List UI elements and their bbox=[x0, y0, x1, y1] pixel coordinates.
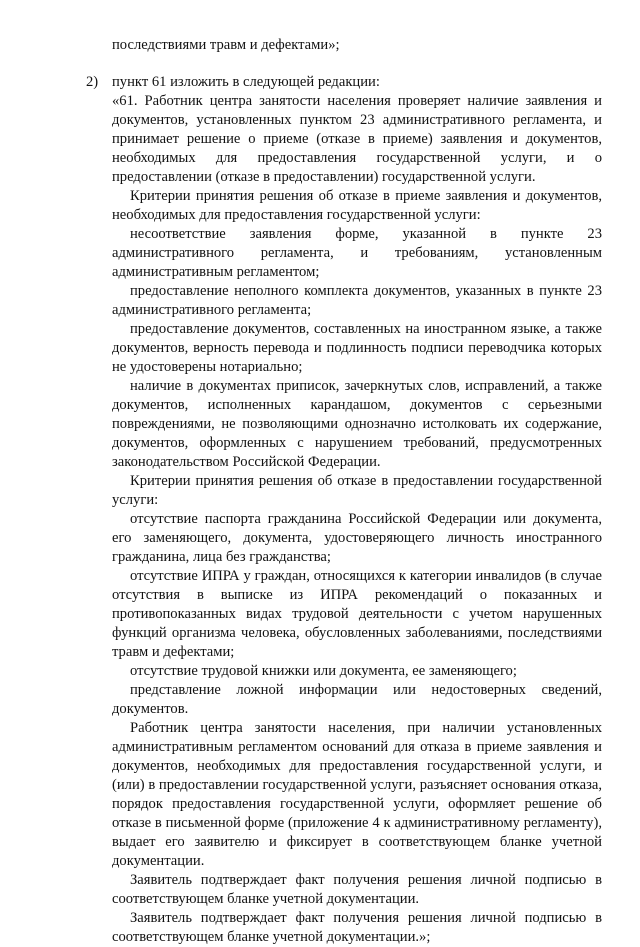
paragraph-8: отсутствие паспорта гражданина Российской Федерации или документа, его заменяющего, документа, удостоверяющего личность иностранного гражданина, лица без гражданства; bbox=[112, 511, 602, 565]
item-body bbox=[112, 73, 602, 947]
paragraph-11: представление ложной информации или недостоверных сведений, документов. bbox=[112, 682, 602, 717]
paragraph-1: «61. Работник центра занятости населения проверяет наличие заявления и документов, установленных пунктом 23 административного регламента, и принимает решение о приеме (отказе в приеме) заявления и документов, необходимых для предоставления государственной услуги, и о предоставлении (отказе в предоставлении) государственной услуги. bbox=[112, 93, 602, 185]
paragraph-14: Заявитель подтверждает факт получения решения личной подписью в соответствующем бланке учетной документации.»; bbox=[112, 910, 602, 945]
item-number: 2) bbox=[86, 74, 99, 90]
paragraph-7: Критерии принятия решения об отказе в предоставлении государственной услуги: bbox=[112, 473, 602, 508]
item-heading: пункт 61 изложить в следующей редакции: bbox=[112, 74, 380, 90]
paragraph-13: Заявитель подтверждает факт получения решения личной подписью в соответствующем бланке учетной документации. bbox=[112, 872, 602, 907]
paragraph-3: несоответствие заявления форме, указанной в пункте 23 административного регламента, и требованиям, установленным административным регламентом; bbox=[112, 226, 602, 280]
paragraph-4: предоставление неполного комплекта документов, указанных в пункте 23 административного регламента; bbox=[112, 283, 602, 318]
paragraph-12: Работник центра занятости населения, при наличии установленных административным регламентом оснований для отказа в приеме заявления и документов, необходимых для предоставления государственной услуги, и (или) в предоставлении государственной услуги, разъясняет основания отказа, порядок предоставления государственной услуги, оформляет решение об отказе в письменной форме (приложение 4 к административному регламенту), выдает его заявителю и фиксирует в соответствующем бланке учетной документации. bbox=[112, 720, 602, 869]
paragraph-10: отсутствие трудовой книжки или документа, ее заменяющего; bbox=[130, 663, 517, 679]
paragraph-5: предоставление документов, составленных на иностранном языке, а также документов, верность перевода и подлинность подписи переводчика которых не удостоверены нотариально; bbox=[112, 321, 602, 375]
paragraph-2: Критерии принятия решения об отказе в приеме заявления и документов, необходимых для предоставления государственной услуги: bbox=[112, 188, 602, 223]
paragraph-9: отсутствие ИПРА у граждан, относящихся к категории инвалидов (в случае отсутствия в выписке из ИПРА рекомендаций о показанных и противопоказанных видах трудовой деятельности с учетом нарушенных функций организма человека, обусловленных заболеваниями, последствиями травм и дефектами; bbox=[112, 568, 602, 660]
paragraph-6: наличие в документах приписок, зачеркнутых слов, исправлений, а также документов, исполненных карандашом, документов с серьезными повреждениями, не позволяющими однозначно истолковать их содержание, документов, оформленных с нарушением требований, предусмотренных законодательством Российской Федерации. bbox=[112, 378, 602, 470]
intro-line: последствиями травм и дефектами»; bbox=[112, 37, 340, 53]
